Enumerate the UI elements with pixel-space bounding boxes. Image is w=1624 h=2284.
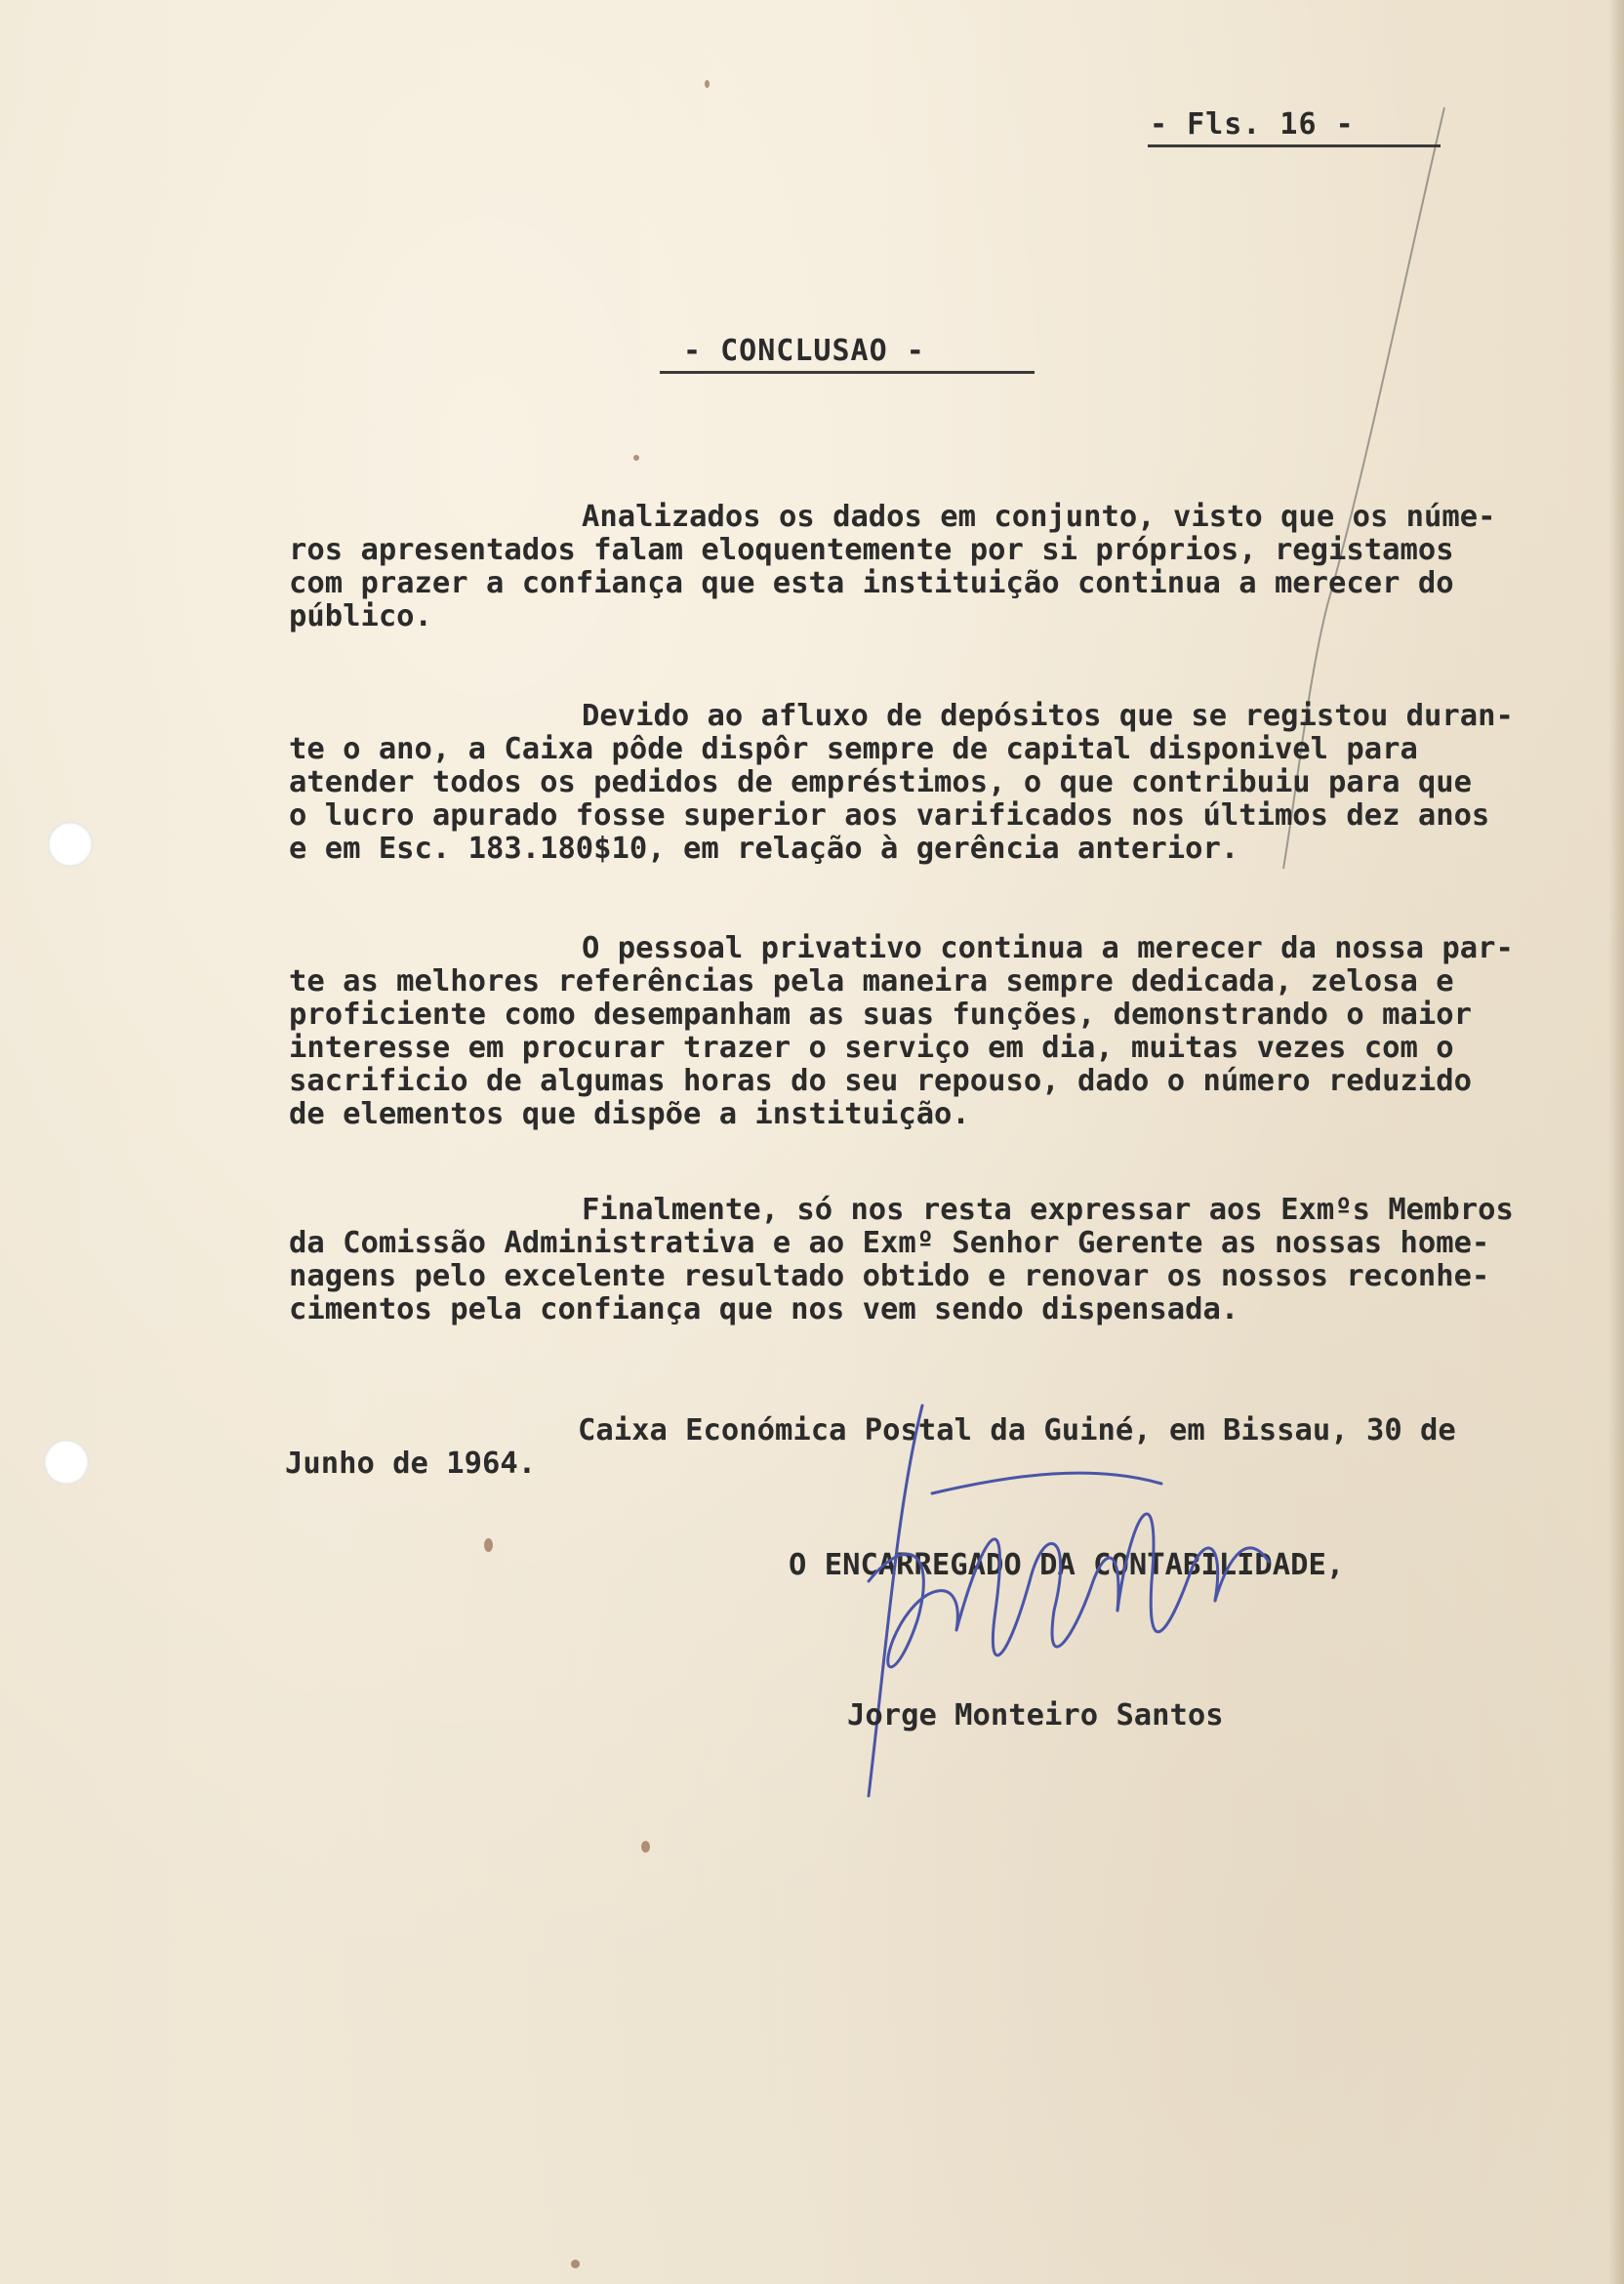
paragraph-2 (289, 700, 1597, 866)
paragraph-3 (289, 932, 1597, 1131)
folio-underline (1148, 144, 1441, 147)
place-date-line-2: Junho de 1964. (285, 1447, 537, 1481)
place-date-line-1: Caixa Económica Postal da Guiné, em Bissau, 30 de (578, 1413, 1456, 1448)
paper-spot (705, 80, 710, 88)
paragraph-first-line: O pessoal privativo continua a merecer da nossa par- (582, 931, 1514, 965)
paragraph-line: da Comissão Administrativa e ao Exmº Senhor Gerente as nossas home- (289, 1226, 1490, 1260)
paragraph-first-line: Finalmente, só nos resta expressar aos Exmºs Membros (582, 1193, 1514, 1227)
signatory-name: Jorge Monteiro Santos (847, 1698, 1224, 1733)
paragraph-line: e em Esc. 183.180$10, em relação à gerência anterior. (289, 832, 1239, 866)
folio-number: - Fls. 16 - (1150, 107, 1355, 142)
paragraph-line: sacrificio de algumas horas do seu repouso, dado o número reduzido (289, 1064, 1472, 1098)
paragraph-line: nagens pelo excelente resultado obtido e renovar os nossos reconhe- (289, 1259, 1490, 1293)
paper-spot (633, 455, 639, 461)
heading-underline (660, 371, 1035, 374)
paragraph-line: te o ano, a Caixa pôde dispôr sempre de capital disponivel para (289, 732, 1418, 766)
paragraph-line: te as melhores referências pela maneira sempre dedicada, zelosa e (289, 964, 1454, 999)
paper-spot (571, 2260, 580, 2268)
paper-spot (484, 1538, 493, 1552)
paragraph-line: o lucro apurado fosse superior aos varificados nos últimos dez anos (289, 798, 1490, 833)
paragraph-line: ros apresentados falam eloquentemente por si próprios, registamos (289, 533, 1454, 567)
punch-hole-bottom (44, 1440, 89, 1485)
paragraph-line: com prazer a confiança que esta instituição continua a merecer do (289, 566, 1454, 600)
paragraph-4 (289, 1194, 1597, 1326)
paper-spot (641, 1841, 650, 1853)
paragraph-line: público. (289, 599, 432, 633)
paragraph-line: de elementos que dispõe a instituição. (289, 1097, 970, 1131)
section-heading: - CONCLUSAO - (683, 334, 925, 368)
paragraph-line: atender todos os pedidos de empréstimos, o que contribuiu para que (289, 765, 1472, 799)
signatory-title: O ENCARREGADO DA CONTABILIDADE, (789, 1548, 1345, 1582)
paragraph-1 (289, 501, 1597, 633)
paragraph-line: proficiente como desempanham as suas funções, demonstrando o maior (289, 998, 1472, 1032)
paragraph-first-line: Analizados os dados em conjunto, visto que os núme- (582, 500, 1496, 534)
page-edge-shadow (1608, 0, 1624, 2284)
paragraph-first-line: Devido ao afluxo de depósitos que se registou duran- (582, 699, 1514, 733)
handwritten-signature (839, 1386, 1347, 1815)
paragraph-line: interesse em procurar trazer o serviço em dia, muitas vezes com o (289, 1031, 1454, 1065)
punch-hole-top (48, 822, 93, 867)
paragraph-line: cimentos pela confiança que nos vem sendo dispensada. (289, 1292, 1239, 1326)
